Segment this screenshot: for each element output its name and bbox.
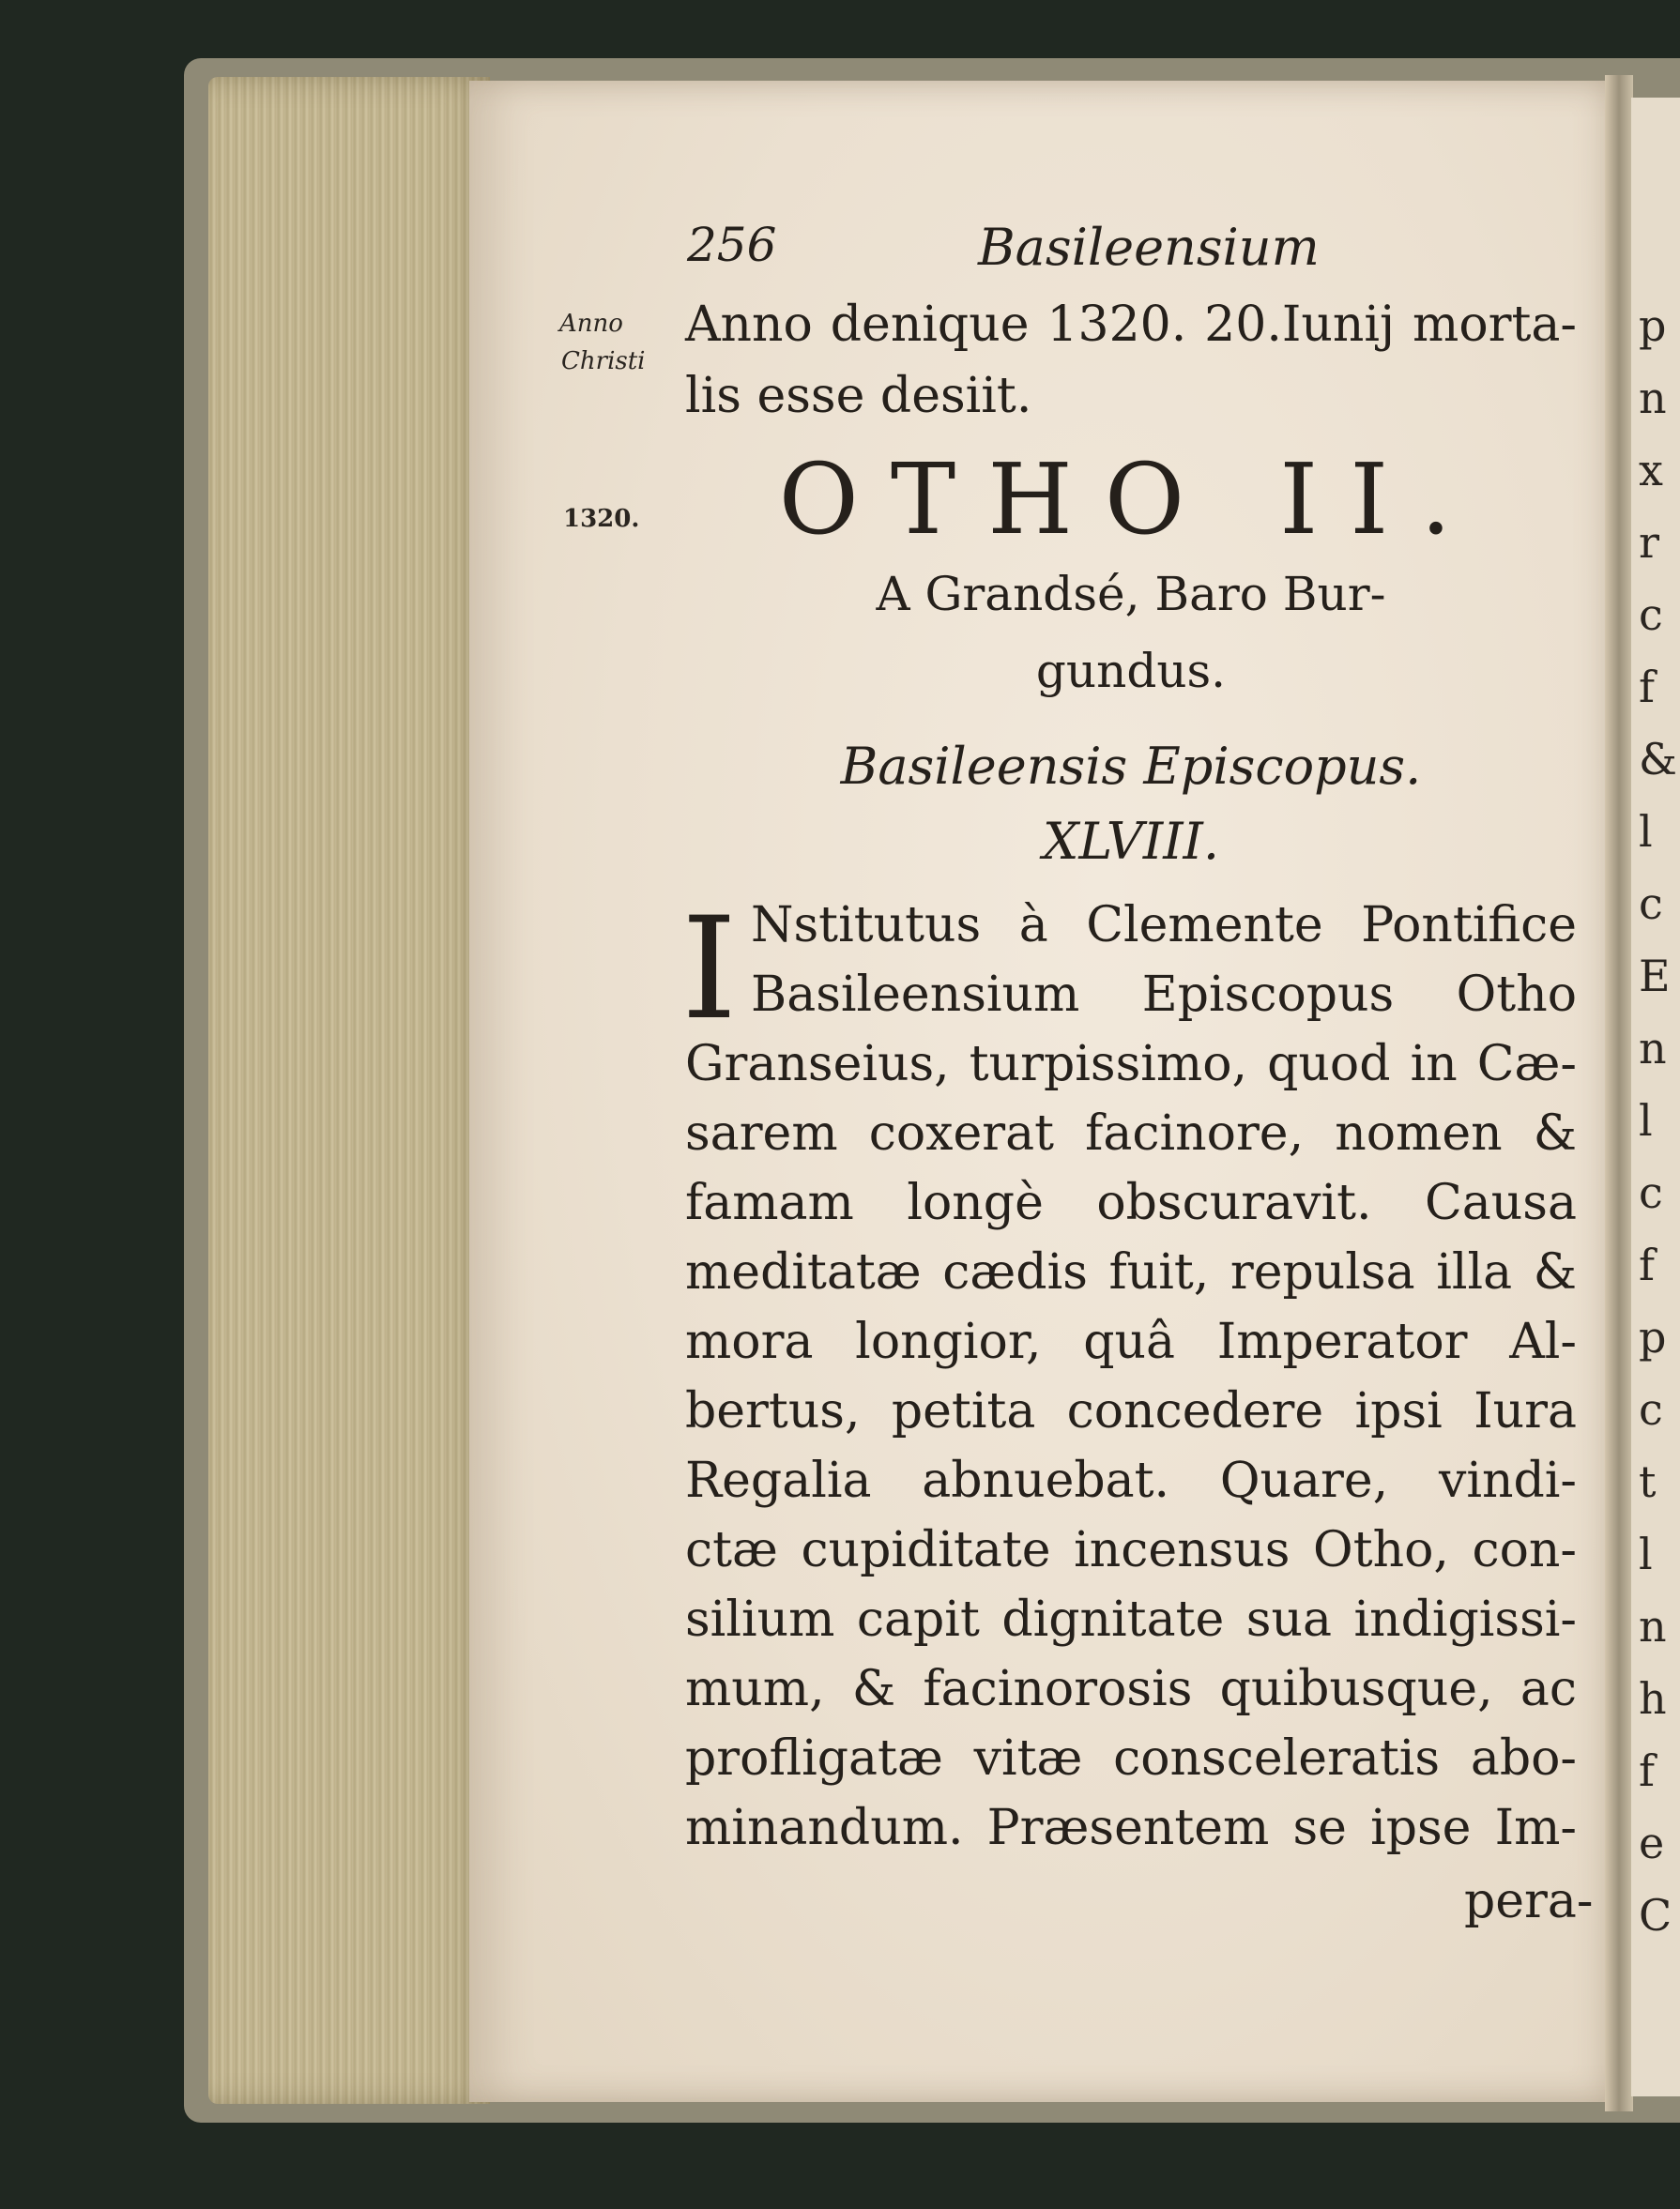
body-line-9: Regalia abnuebat. Quare, vindi-: [685, 1453, 1577, 1509]
bishop-number: XLVIII.: [1042, 812, 1220, 871]
office-line: Basileensis Episcopus.: [840, 737, 1422, 796]
facing-page-fragment: t: [1639, 1456, 1657, 1507]
facing-page-fragment: p: [1639, 300, 1667, 351]
subtitle-line-2: gundus.: [1035, 644, 1227, 698]
facing-page: [1631, 98, 1680, 2096]
facing-page-fragment: n: [1639, 373, 1667, 423]
chapter-title: OTHO II.: [778, 442, 1484, 556]
body-line-13: profligatæ vitæ consceleratis abo-: [685, 1730, 1577, 1787]
body-line-1: Nstitutus à Clemente Pontifice: [751, 897, 1577, 953]
body-line-5: famam longè obscuravit. Causa: [685, 1175, 1577, 1231]
facing-page-fragment: f: [1639, 1745, 1656, 1796]
body-line-4: sarem coxerat facinore, nomen &: [685, 1105, 1577, 1162]
facing-page-fragment: e: [1639, 1818, 1665, 1868]
facing-page-fragment: n: [1639, 1601, 1667, 1652]
drop-cap: I: [681, 888, 738, 1051]
facing-page-fragment: f: [1639, 1240, 1656, 1290]
body-line-3: Granseius, turpissimo, quod in Cæ-: [685, 1036, 1577, 1092]
facing-page-fragment: f: [1639, 662, 1656, 712]
body-line-14: minandum. Præsentem se ipse Im-: [685, 1800, 1577, 1856]
body-line-12: mum, & facinorosis quibusque, ac: [685, 1661, 1577, 1717]
body-line-7: mora longior, quâ Imperator Al-: [685, 1314, 1577, 1370]
margin-note-year: 1320.: [563, 505, 640, 533]
page-edges: [208, 77, 490, 2104]
facing-page-fragment: E: [1639, 951, 1671, 1001]
facing-page-fragment: l: [1639, 1095, 1653, 1146]
running-title: Basileensium: [978, 218, 1320, 277]
facing-page-fragment: c: [1639, 589, 1663, 640]
facing-page-fragment: h: [1639, 1673, 1667, 1724]
body-line-6: meditatæ cædis fuit, repulsa illa &: [685, 1244, 1577, 1301]
intro-line-2: lis esse desiit.: [685, 368, 1032, 424]
facing-page-fragment: l: [1639, 806, 1653, 857]
facing-page-fragment: r: [1639, 517, 1659, 568]
page-number: 256: [687, 218, 777, 272]
facing-page-fragment: C: [1639, 1890, 1672, 1941]
intro-line-1: Anno denique 1320. 20.Iunij morta-: [685, 297, 1577, 353]
catchword: pera-: [1464, 1873, 1594, 1929]
body-line-2: Basileensium Episcopus Otho: [751, 967, 1577, 1023]
facing-page-fragment: l: [1639, 1529, 1653, 1579]
facing-page-fragment: n: [1639, 1023, 1667, 1074]
body-line-8: bertus, petita concedere ipsi Iura: [685, 1383, 1577, 1440]
body-line-11: silium capit dignitate sua indigissi-: [685, 1592, 1577, 1648]
body-line-10: ctæ cupiditate incensus Otho, con-: [685, 1522, 1577, 1578]
facing-page-fragment: c: [1639, 878, 1663, 929]
facing-page-fragment: &: [1639, 734, 1677, 785]
facing-page-fragment: x: [1639, 445, 1663, 495]
margin-note-anno: Anno: [559, 310, 623, 338]
book-gutter: [1605, 75, 1633, 2111]
margin-note-christi: Christi: [561, 347, 646, 375]
facing-page-fragment: c: [1639, 1167, 1663, 1218]
facing-page-fragment: p: [1639, 1312, 1667, 1363]
facing-page-fragment: c: [1639, 1384, 1663, 1435]
subtitle-line-1: A Grandsé, Baro Bur-: [876, 567, 1386, 621]
